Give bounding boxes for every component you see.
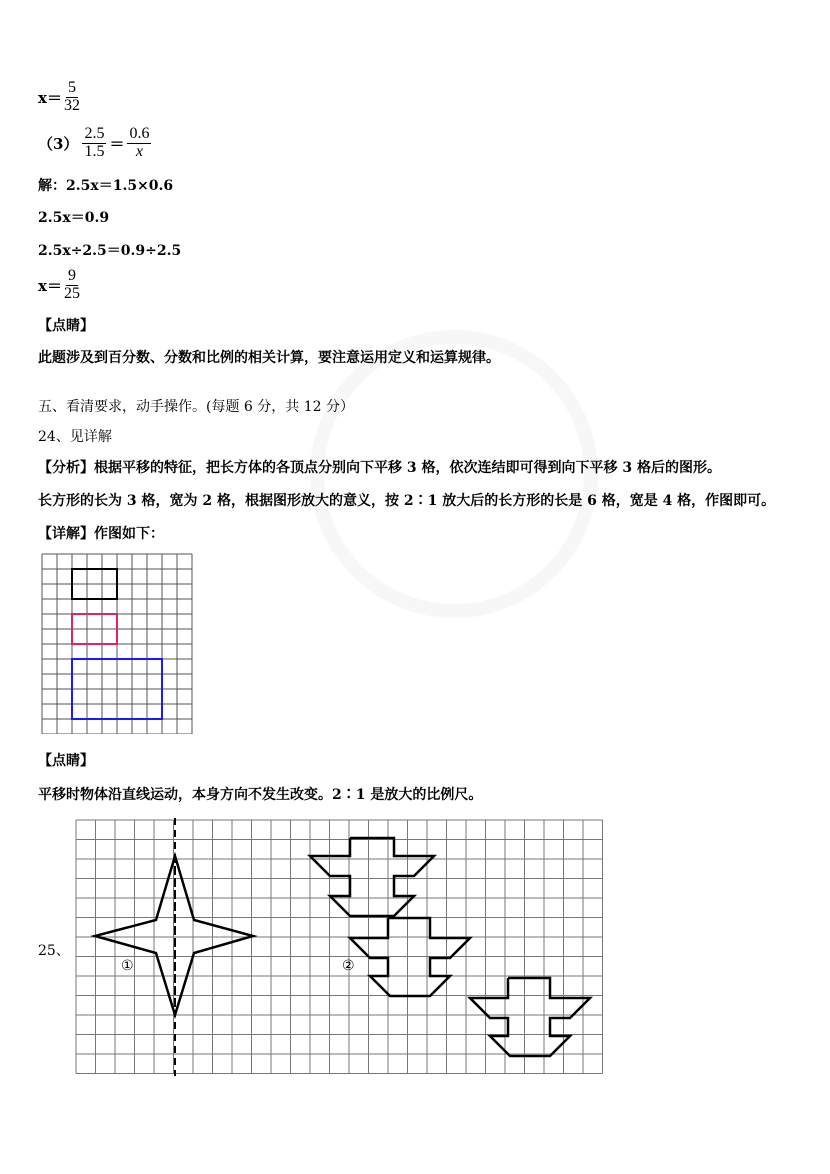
solution-line-2: 2.5x＝0.9 bbox=[38, 210, 110, 226]
solution-final bbox=[38, 268, 82, 303]
q24-analysis: 【分析】根据平移的特征，把长方体的各顶点分别向下平移 3 格，依次连结即可得到向下平移 3 格后的图形。 bbox=[38, 460, 721, 476]
final-denominator: 25 bbox=[63, 284, 80, 302]
eq3-den2: x bbox=[135, 142, 143, 160]
eq3-num1: 2.5 bbox=[84, 125, 105, 142]
eq3-den1: 1.5 bbox=[84, 142, 105, 160]
marker-2: ② bbox=[342, 958, 355, 974]
q24-comment-heading: 【点睛】 bbox=[38, 753, 94, 769]
section5-title: 五、看清要求，动手操作。(每题 6 分，共 12 分） bbox=[38, 399, 354, 415]
q24-comment-text: 平移时物体沿直线运动，本身方向不发生改变。2∶1 是放大的比例尺。 bbox=[38, 787, 483, 803]
equation-3 bbox=[38, 126, 151, 161]
eq3-label: （3） bbox=[38, 134, 79, 153]
q24-grid-figure bbox=[40, 552, 196, 734]
comment1-heading: 【点睛】 bbox=[38, 318, 94, 334]
final-lhs: x＝ bbox=[38, 276, 62, 295]
comment1-text: 此题涉及到百分数、分数和比例的相关计算，要注意运用定义和运算规律。 bbox=[38, 350, 500, 366]
eq1-denominator: 32 bbox=[63, 96, 80, 114]
solution-line-3: 2.5x÷2.5＝0.9÷2.5 bbox=[38, 243, 182, 259]
marker-1: ① bbox=[121, 958, 134, 974]
plane-shape-1 bbox=[310, 838, 434, 916]
solution-line-1: 解：2.5x＝1.5×0.6 bbox=[38, 178, 174, 194]
eq3-num2: 0.6 bbox=[129, 125, 150, 142]
eq1-lhs: x＝ bbox=[38, 88, 62, 107]
eq1-numerator: 5 bbox=[67, 79, 76, 96]
q24-title: 24、见详解 bbox=[38, 429, 112, 445]
q25-grid bbox=[76, 820, 603, 1074]
q25-grid-figure bbox=[72, 818, 608, 1078]
plane-shape-3 bbox=[470, 978, 590, 1056]
q24-detail: 【详解】作图如下： bbox=[38, 526, 164, 542]
eq3-equals: ＝ bbox=[109, 134, 125, 153]
q24-analysis-2: 长方形的长为 3 格，宽为 2 格，根据图形放大的意义，按 2∶1 放大后的长方形的长是 6 格，宽是 4 格，作图即可。 bbox=[38, 493, 776, 509]
q25-label: 25、 bbox=[38, 943, 70, 959]
final-numerator: 9 bbox=[67, 267, 76, 284]
equation-x-5-32 bbox=[38, 80, 82, 115]
